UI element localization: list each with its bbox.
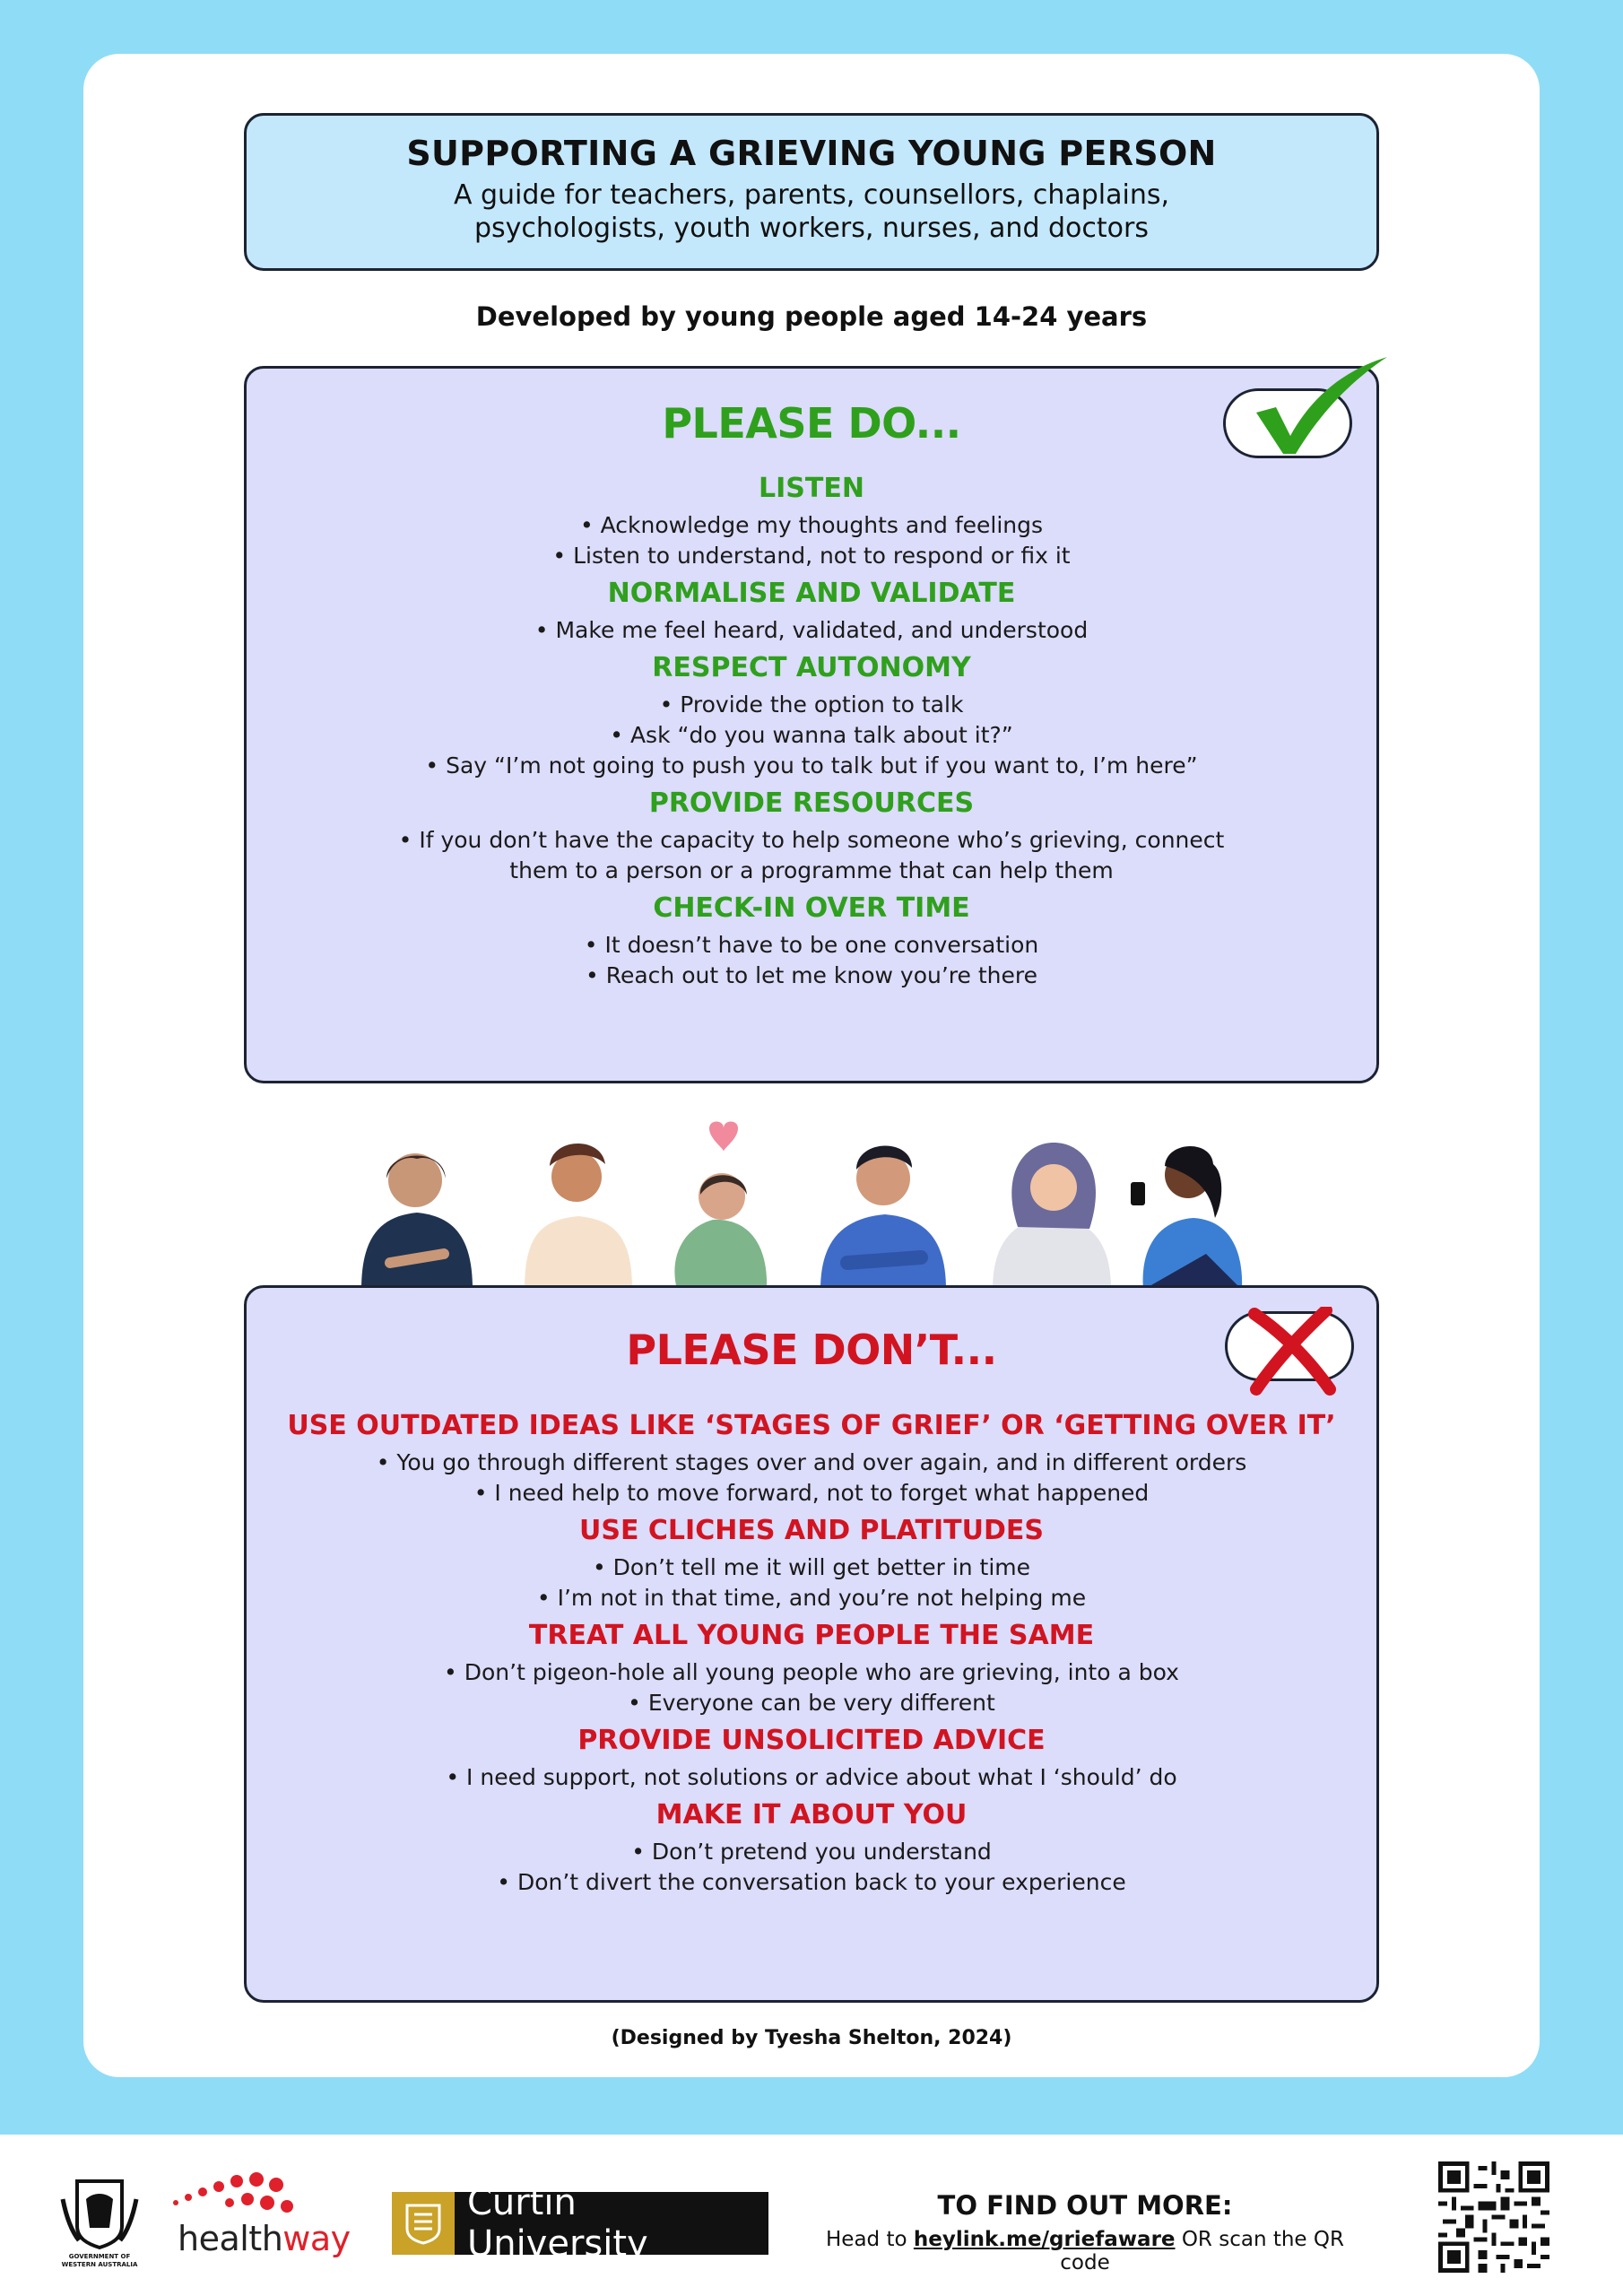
- section-heading: MAKE IT ABOUT YOU: [655, 1799, 968, 1831]
- bullet-text: • Listen to understand, not to respond or fix it: [552, 543, 1071, 569]
- page-title: SUPPORTING A GRIEVING YOUNG PERSON: [406, 134, 1217, 173]
- bullet-text: • You go through different stages over and over again, and in different orders: [376, 1449, 1247, 1475]
- section-heading: PROVIDE RESOURCES: [648, 787, 975, 819]
- section-heading: NORMALISE AND VALIDATE: [607, 578, 1016, 609]
- curtin-university-logo: [392, 2182, 768, 2265]
- section-heading: RESPECT AUTONOMY: [652, 652, 971, 683]
- section-heading: USE CLICHES AND PLATITUDES: [579, 1515, 1044, 1546]
- find-out-more: [807, 2190, 1363, 2274]
- person-6-figure: [1131, 1146, 1242, 1290]
- bullet-text: • I need support, not solutions or advice about what I ‘should’ do: [446, 1764, 1177, 1790]
- please-dont-panel: [244, 1285, 1379, 2003]
- bullet-text: • Don’t tell me it will get better in time: [592, 1554, 1031, 1580]
- svg-text:WESTERN AUSTRALIA: WESTERN AUSTRALIA: [61, 2261, 138, 2268]
- bullet-text: • Make me feel heard, validated, and understood: [534, 617, 1089, 643]
- bullet-text: • Don’t pigeon-hole all young people who are grieving, into a box: [444, 1659, 1179, 1685]
- developed-by-note: Developed by young people aged 14-24 years: [475, 301, 1148, 332]
- person-2-figure: [525, 1144, 632, 1290]
- section-heading: CHECK-IN OVER TIME: [653, 892, 970, 924]
- designer-credit: (Designed by Tyesha Shelton, 2024): [611, 2027, 1012, 2049]
- bullet-text: • Don’t pretend you understand: [631, 1839, 992, 1865]
- bullet-text: • Everyone can be very different: [628, 1690, 995, 1716]
- svg-text:GOVERNMENT OF: GOVERNMENT OF: [68, 2253, 131, 2260]
- person-1-figure: [361, 1153, 473, 1290]
- checkmark-icon: [1244, 357, 1396, 456]
- bullet-text: • It doesn’t have to be one conversation: [584, 932, 1039, 958]
- find-out-more-line: Head to heylink.me/griefaware OR scan the QR code: [826, 2228, 1344, 2274]
- bullet-text: • Acknowledge my thoughts and feelings: [579, 512, 1044, 538]
- footer: [0, 2135, 1623, 2296]
- healthway-wordmark: healthway: [178, 2219, 351, 2258]
- please-do-title: PLEASE DO...: [662, 399, 961, 448]
- cross-icon: [1237, 1307, 1344, 1396]
- bullet-text: • Don’t divert the conversation back to your experience: [497, 1869, 1126, 1895]
- curtin-university-name: Curtin University: [466, 2182, 648, 2265]
- please-do-panel: [244, 366, 1379, 1083]
- qr-code-icon[interactable]: [1438, 2161, 1549, 2273]
- section-heading: TREAT ALL YOUNG PEOPLE THE SAME: [528, 1620, 1095, 1651]
- section-heading: PROVIDE UNSOLICITED ADVICE: [577, 1725, 1046, 1756]
- person-4-figure: [820, 1145, 946, 1290]
- government-wa-crest-logo: [50, 2172, 149, 2269]
- bullet-text: • I need help to move forward, not to forget what happened: [473, 1480, 1150, 1506]
- section-heading: USE OUTDATED IDEAS LIKE ‘STAGES OF GRIEF’ OR ‘GETTING OVER IT’: [287, 1410, 1336, 1441]
- cross-badge: [1225, 1311, 1354, 1381]
- healthway-logo: [167, 2167, 351, 2274]
- bullet-text: them to a person or a programme that can help them: [509, 857, 1114, 883]
- bullet-text: • I’m not in that time, and you’re not helping me: [536, 1585, 1087, 1611]
- bullet-text: • Ask “do you wanna talk about it?”: [610, 722, 1013, 748]
- please-dont-sections: [247, 1408, 1376, 1902]
- section-heading: LISTEN: [759, 473, 864, 504]
- bullet-text: • If you don’t have the capacity to help someone who’s grieving, connect: [398, 827, 1225, 853]
- bullet-text: • Reach out to let me know you’re there: [586, 962, 1037, 988]
- curtin-crest-icon: [392, 2192, 455, 2255]
- bullet-text: • Say “I’m not going to push you to talk but if you want to, I’m here”: [425, 752, 1198, 778]
- please-do-sections: [247, 471, 1376, 996]
- griefaware-link[interactable]: heylink.me/griefaware: [913, 2228, 1176, 2251]
- title-box: [244, 113, 1379, 271]
- person-5-figure: [993, 1143, 1111, 1290]
- page-subtitle: A guide for teachers, parents, counsellors, chaplains, psychologists, youth workers, nurses, and doctors: [453, 179, 1170, 244]
- checkmark-badge: [1223, 388, 1352, 458]
- healthway-dots-icon: [167, 2167, 301, 2221]
- please-dont-title: PLEASE DON’T...: [626, 1326, 997, 1374]
- bullet-text: • Provide the option to talk: [659, 691, 964, 718]
- grieving-young-people-illustration: [354, 1119, 1269, 1290]
- find-out-more-title: TO FIND OUT MORE:: [937, 2190, 1233, 2221]
- person-3-figure: [674, 1122, 767, 1291]
